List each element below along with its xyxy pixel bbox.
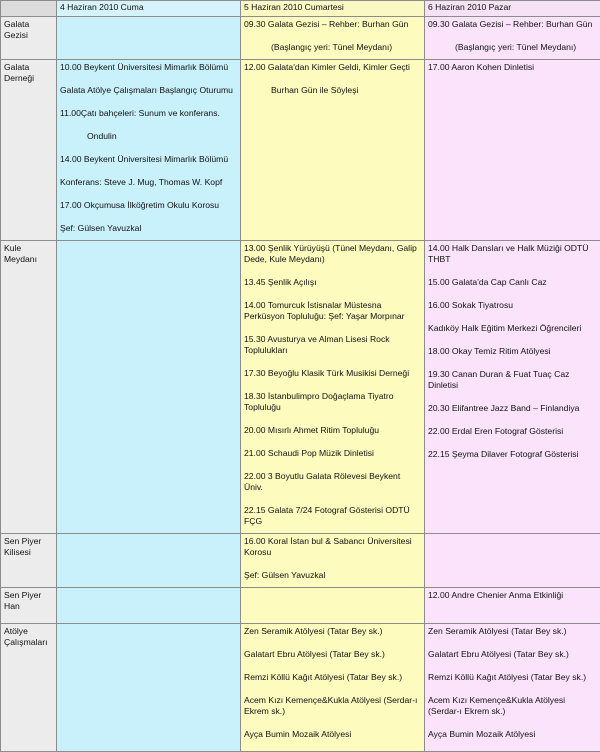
header-day-2: 5 Haziran 2010 Cumartesi	[241, 1, 425, 17]
event-entry: Ayça Bumin Mozaik Atölyesi	[428, 729, 597, 740]
event-entry: 09.30 Galata Gezisi – Rehber: Burhan Gün	[244, 19, 421, 30]
event-entry: Şef: Gülsen Yavuzkal	[60, 223, 237, 234]
location-label: Derneği	[4, 73, 53, 84]
event-entry: Zen Seramik Atölyesi (Tatar Bey sk.)	[244, 626, 421, 637]
table-row	[1, 588, 600, 624]
event-entry: (Başlangıç yeri: Tünel Meydanı)	[244, 42, 421, 53]
event-entry: Kadıköy Halk Eğitim Merkezi Öğrencileri	[428, 323, 597, 334]
header-row	[1, 1, 600, 17]
event-entry: Konferans: Steve J. Mug, Thomas W. Kopf	[60, 177, 237, 188]
event-entry: Galata Atölye Çalışmaları Başlangıç Oturumu	[60, 85, 237, 96]
location-label: Sen Piyer	[4, 536, 53, 547]
event-entry: 14.00 Halk Dansları ve Halk Müziği ODTÜ THBT	[428, 243, 597, 265]
event-entry: 22.00 3 Boyutlu Galata Rölevesi Beykent Üniv.	[244, 471, 421, 493]
event-entry: 15.30 Avusturya ve Alman Lisesi Rock Toplulukları	[244, 334, 421, 356]
event-entry: Galatart Ebru Atölyesi (Tatar Bey sk.)	[244, 649, 421, 660]
event-entry: Ayça Bumin Mozaik Atölyesi	[244, 729, 421, 740]
location-label: Atölye	[4, 626, 53, 637]
event-entry: Ondulin	[60, 131, 237, 142]
table-row	[1, 241, 600, 534]
day-2-cell	[241, 624, 425, 752]
table-row	[1, 17, 600, 60]
day-2-cell	[241, 17, 425, 60]
header-location	[1, 1, 57, 17]
event-entry: 22.15 Galata 7/24 Fotograf Gösterisi ODTÜ FÇG	[244, 505, 421, 527]
event-entry: 11.00Çatı bahçeleri: Sunum ve konferans.	[60, 108, 237, 119]
location-cell	[1, 534, 57, 588]
event-entry: 17.00 Okçumusa İlköğretim Okulu Korosu	[60, 200, 237, 211]
event-entry: 14.00 Tomurcuk İstisnalar Müstesna Perküsyon Topluluğu: Şef: Yaşar Morpınar	[244, 300, 421, 322]
day-3-cell	[425, 241, 600, 534]
location-label: Gezisi	[4, 30, 53, 41]
day-1-cell	[57, 241, 241, 534]
table-row	[1, 534, 600, 588]
day-3-cell	[425, 60, 600, 241]
day-3-cell	[425, 588, 600, 624]
event-entry: Acem Kızı Kemençe&Kukla Atölyesi (Serdar-ı Ekrem sk.)	[428, 695, 597, 717]
event-entry: 22.15 Şeyma Dilaver Fotograf Gösterisi	[428, 449, 597, 460]
event-entry: Şef: Gülsen Yavuzkal	[244, 570, 421, 581]
day-1-cell	[57, 17, 241, 60]
location-cell	[1, 624, 57, 752]
day-2-cell	[241, 588, 425, 624]
event-entry: 10.00 Beykent Üniversitesi Mimarlık Bölümü	[60, 62, 237, 73]
day-1-cell	[57, 534, 241, 588]
location-label: Çalışmaları	[4, 637, 53, 648]
event-entry: (Başlangıç yeri: Tünel Meydanı)	[428, 42, 597, 53]
event-entry: 15.00 Galata'da Cap Canlı Caz	[428, 277, 597, 288]
event-entry: Remzi Köllü Kağıt Atölyesi (Tatar Bey sk.)	[428, 672, 597, 683]
location-label: Kilisesi	[4, 547, 53, 558]
event-entry: Galatart Ebru Atölyesi (Tatar Bey sk.)	[428, 649, 597, 660]
event-entry: 20.30 Elifantree Jazz Band – Finlandiya	[428, 403, 597, 414]
day-2-cell	[241, 241, 425, 534]
day-3-cell	[425, 624, 600, 752]
day-2-cell	[241, 534, 425, 588]
event-entry: 20.00 Mısırlı Ahmet Ritim Topluluğu	[244, 425, 421, 436]
location-label: Sen Piyer	[4, 590, 53, 601]
event-entry: 09.30 Galata Gezisi – Rehber: Burhan Gün	[428, 19, 597, 30]
event-entry: 18.00 Okay Temiz Ritim Atölyesi	[428, 346, 597, 357]
location-cell	[1, 241, 57, 534]
location-cell	[1, 60, 57, 241]
location-label: Kule	[4, 243, 53, 254]
location-cell	[1, 17, 57, 60]
event-entry: 17.30 Beyoğlu Klasik Türk Musikisi Derneği	[244, 368, 421, 379]
event-entry: Remzi Köllü Kağıt Atölyesi (Tatar Bey sk.)	[244, 672, 421, 683]
day-1-cell	[57, 624, 241, 752]
event-entry: 18.30 İstanbulimpro Doğaçlama Tiyatro Topluluğu	[244, 391, 421, 413]
event-entry: 22.00 Erdal Eren Fotograf Gösterisi	[428, 426, 597, 437]
event-entry: 13.45 Şenlik Açılışı	[244, 277, 421, 288]
event-entry: 16.00 Sokak Tiyatrosu	[428, 300, 597, 311]
event-entry: Zen Seramik Atölyesi (Tatar Bey sk.)	[428, 626, 597, 637]
day-1-cell	[57, 60, 241, 241]
day-1-cell	[57, 588, 241, 624]
event-entry: 17.00 Aaron Kohen Dinletisi	[428, 62, 597, 73]
event-entry: 12.00 Galata'dan Kimler Geldi, Kimler Geçti	[244, 62, 421, 73]
location-label: Han	[4, 601, 53, 612]
location-cell	[1, 588, 57, 624]
day-3-cell	[425, 17, 600, 60]
event-entry: 13.00 Şenlik Yürüyüşü (Tünel Meydanı, Galip Dede, Kule Meydanı)	[244, 243, 421, 265]
event-entry: 12.00 Andre Chenier Anma Etkinliği	[428, 590, 597, 601]
day-2-cell	[241, 60, 425, 241]
event-entry: Burhan Gün ile Söyleşi	[244, 85, 421, 96]
event-entry: 21.00 Schaudi Pop Müzik Dinletisi	[244, 448, 421, 459]
table-row	[1, 624, 600, 752]
event-entry: 16.00 Koral İstan bul & Sabancı Üniversitesi Korosu	[244, 536, 421, 558]
day-3-cell	[425, 534, 600, 588]
location-label: Galata	[4, 62, 53, 73]
header-day-3: 6 Haziran 2010 Pazar	[425, 1, 600, 17]
event-entry: Acem Kızı Kemençe&Kukla Atölyesi (Serdar-ı Ekrem sk.)	[244, 695, 421, 717]
table-row	[1, 60, 600, 241]
schedule-body	[1, 17, 600, 752]
header-day-1: 4 Haziran 2010 Cuma	[57, 1, 241, 17]
event-entry: 19.30 Canan Duran & Fuat Tuaç Caz Dinletisi	[428, 369, 597, 391]
location-label: Galata	[4, 19, 53, 30]
event-entry: 14.00 Beykent Üniversitesi Mimarlık Bölümü	[60, 154, 237, 165]
location-label: Meydanı	[4, 254, 53, 265]
